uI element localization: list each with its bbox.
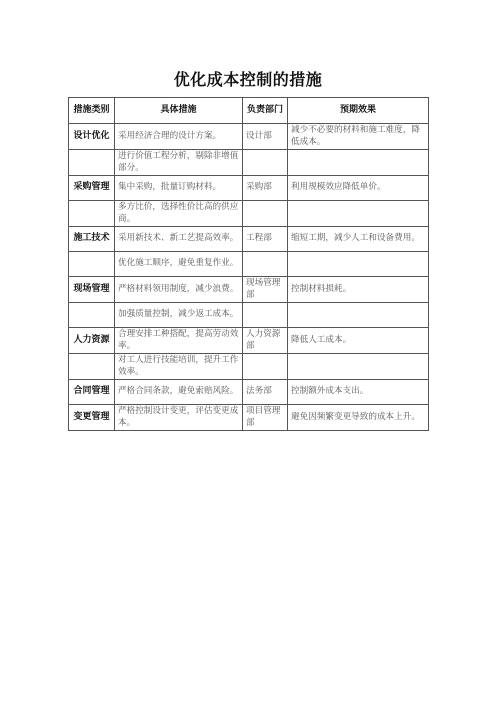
table-row (69, 277, 429, 303)
department-cell (243, 354, 288, 380)
department-cell: 现场管理部 (243, 277, 288, 303)
document-title: 优化成本控制的措施 (173, 70, 323, 89)
measure-cell: 对工人进行技能培训，提升工作效率。 (115, 354, 243, 380)
department-cell: 设计部 (243, 124, 288, 150)
measure-cell: 集中采购，批量订购材料。 (115, 176, 243, 201)
effect-cell: 利用规模效应降低单价。 (288, 176, 429, 201)
effect-cell: 控制材料损耗。 (288, 277, 429, 303)
cost-control-table (68, 97, 429, 431)
table-row (69, 354, 429, 380)
table-row (69, 124, 429, 150)
effect-cell: 减少不必要的材料和施工难度，降低成本。 (288, 124, 429, 150)
measure-cell: 严格材料领用制度，减少浪费。 (115, 277, 243, 303)
department-cell (243, 150, 288, 176)
table-body (69, 124, 429, 431)
measure-cell: 严格合同条款，避免索赔风险。 (115, 380, 243, 405)
effect-cell (288, 303, 429, 328)
table-row (69, 328, 429, 354)
category-cell (69, 201, 115, 227)
table-row (69, 150, 429, 176)
table-row (69, 380, 429, 405)
category-cell (69, 303, 115, 328)
effect-cell (288, 354, 429, 380)
measure-cell: 合理安排工种搭配，提高劳动效率。 (115, 328, 243, 354)
category-cell (69, 354, 115, 380)
measure-cell: 进行价值工程分析，剔除非增值部分。 (115, 150, 243, 176)
category-cell: 设计优化 (69, 124, 115, 150)
table-row (69, 303, 429, 328)
header-department: 负责部门 (243, 98, 288, 124)
effect-cell (288, 252, 429, 277)
effect-cell (288, 150, 429, 176)
measure-cell: 优化施工顺序，避免重复作业。 (115, 252, 243, 277)
table-row (69, 176, 429, 201)
category-cell (69, 150, 115, 176)
header-measure: 具体措施 (115, 98, 243, 124)
category-cell: 现场管理 (69, 277, 115, 303)
category-cell: 合同管理 (69, 380, 115, 405)
measure-cell: 加强质量控制，减少返工成本。 (115, 303, 243, 328)
category-cell: 变更管理 (69, 405, 115, 431)
header-effect: 预期效果 (288, 98, 429, 124)
measure-cell: 采用新技术、新工艺提高效率。 (115, 227, 243, 252)
table-row (69, 201, 429, 227)
department-cell (243, 303, 288, 328)
measure-cell: 多方比价，选择性价比高的供应商。 (115, 201, 243, 227)
effect-cell (288, 201, 429, 227)
effect-cell: 避免因频繁变更导致的成本上升。 (288, 405, 429, 431)
department-cell (243, 201, 288, 227)
table-row (69, 405, 429, 431)
effect-cell: 控制额外成本支出。 (288, 380, 429, 405)
department-cell: 法务部 (243, 380, 288, 405)
department-cell (243, 252, 288, 277)
effect-cell: 缩短工期，减少人工和设备费用。 (288, 227, 429, 252)
measure-cell: 严格控制设计变更，评估变更成本。 (115, 405, 243, 431)
effect-cell: 降低人工成本。 (288, 328, 429, 354)
department-cell: 人力资源部 (243, 328, 288, 354)
measure-cell: 采用经济合理的设计方案。 (115, 124, 243, 150)
department-cell: 项目管理部 (243, 405, 288, 431)
department-cell: 工程部 (243, 227, 288, 252)
category-cell: 施工技术 (69, 227, 115, 252)
table-header-row (69, 98, 429, 124)
table-row (69, 227, 429, 252)
category-cell (69, 252, 115, 277)
table-row (69, 252, 429, 277)
category-cell: 人力资源 (69, 328, 115, 354)
category-cell: 采购管理 (69, 176, 115, 201)
department-cell: 采购部 (243, 176, 288, 201)
header-category: 措施类别 (69, 98, 115, 124)
